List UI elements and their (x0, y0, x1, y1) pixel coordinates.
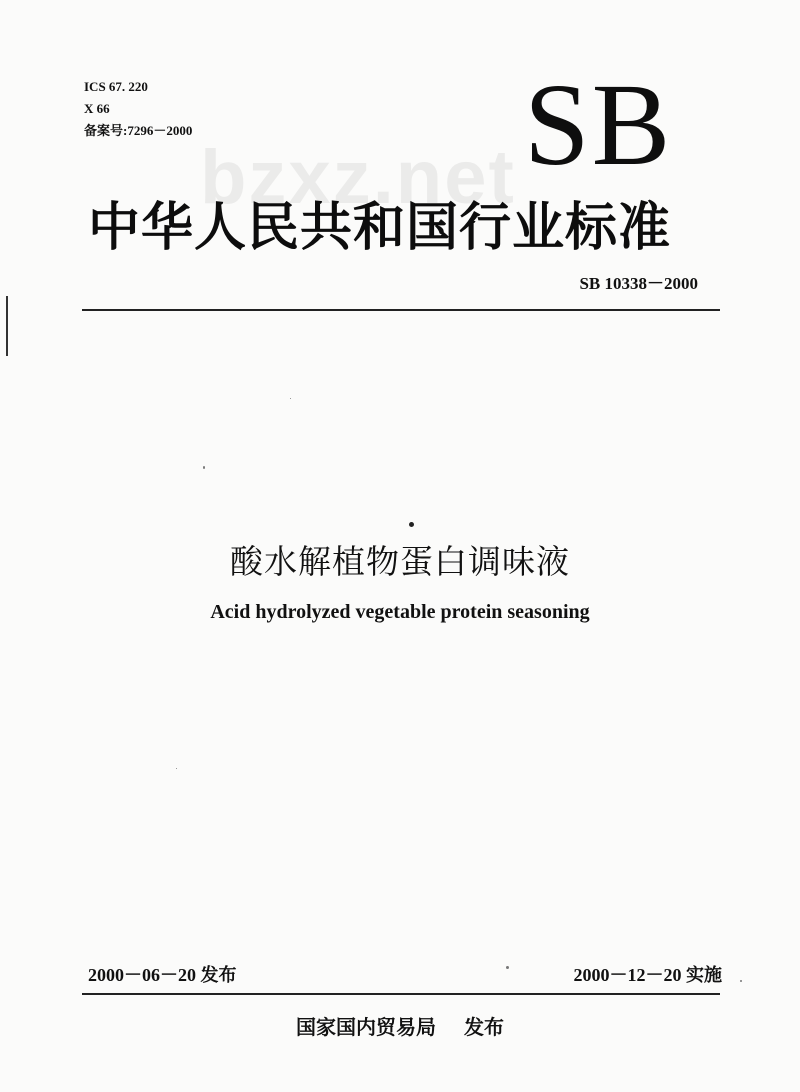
document-title-en: Acid hydrolyzed vegetable protein seasoning (210, 601, 590, 623)
footer-divider (82, 993, 720, 995)
classification-block (84, 76, 192, 142)
standard-number: SB 10338－2000 (579, 274, 698, 293)
document-title-cn: 酸水解植物蛋白调味液 (230, 542, 570, 581)
scan-speck (506, 966, 509, 969)
watermark: bzxz.net (200, 135, 516, 220)
sb-logo: SB (524, 59, 673, 190)
decorative-dot (409, 522, 414, 527)
ccs-code: X 66 (84, 101, 110, 116)
implementation-date: 2000－12－20 实施 (573, 965, 722, 985)
scan-speck (203, 466, 205, 469)
ics-code: ICS 67. 220 (84, 79, 148, 94)
scan-speck (740, 980, 742, 982)
scan-speck (176, 768, 177, 769)
scan-speck (290, 398, 291, 399)
record-number: 备案号:7296－2000 (84, 123, 193, 138)
standard-category-title: 中华人民共和国行业标准 (88, 198, 672, 258)
publisher-name: 国家国内贸易局 (296, 1015, 436, 1039)
publisher-line (0, 1012, 800, 1042)
header-divider (82, 309, 720, 311)
binding-mark (6, 296, 8, 356)
publisher-action: 发布 (464, 1015, 504, 1039)
issue-date: 2000－06－20 发布 (88, 965, 237, 985)
